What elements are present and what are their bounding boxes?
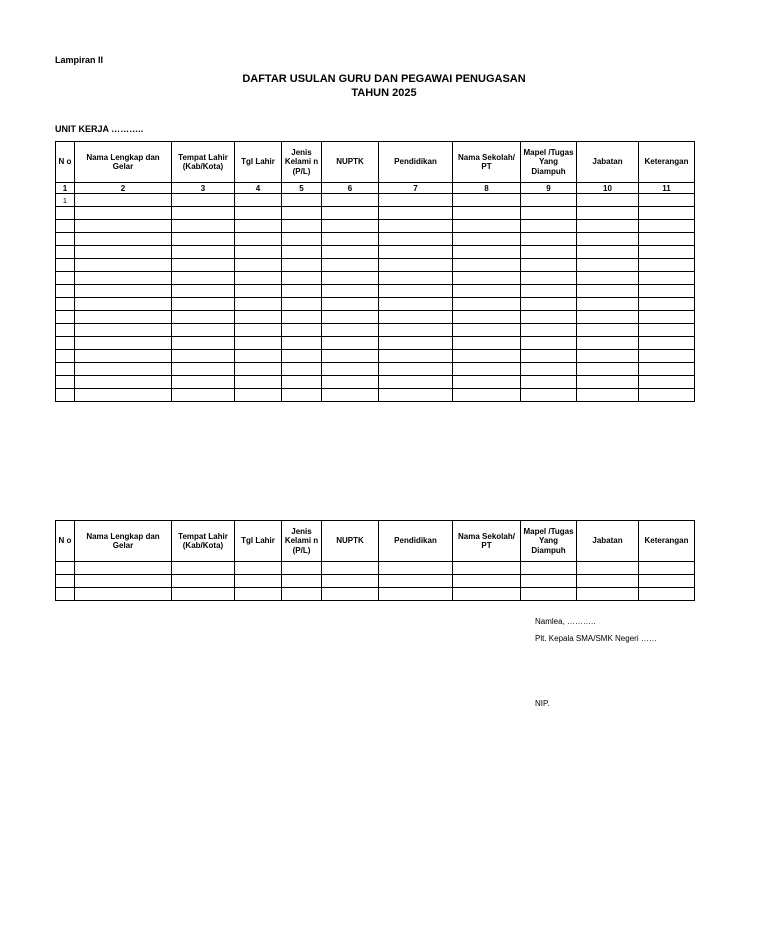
- column-number: 10: [577, 183, 639, 194]
- column-header: Pendidikan: [379, 521, 453, 562]
- table-cell: [521, 363, 577, 376]
- table-cell: [521, 233, 577, 246]
- table-cell: [282, 272, 322, 285]
- table-cell: [322, 233, 379, 246]
- table-cell: [322, 194, 379, 207]
- table-cell: [172, 259, 235, 272]
- proposal-table-main: [55, 141, 695, 402]
- table-cell: [56, 311, 75, 324]
- table-cell: [453, 575, 521, 588]
- table-cell: [521, 324, 577, 337]
- table-cell: [322, 337, 379, 350]
- table-row: [56, 272, 695, 285]
- table-cell: [322, 285, 379, 298]
- column-number-row: [56, 183, 695, 194]
- table-cell: [379, 298, 453, 311]
- table-cell: [453, 259, 521, 272]
- table-cell: [379, 272, 453, 285]
- table-row: [56, 246, 695, 259]
- table-cell: [577, 207, 639, 220]
- table-cell: [322, 376, 379, 389]
- table-cell: [639, 272, 695, 285]
- table-cell: [235, 363, 282, 376]
- table-cell: [75, 311, 172, 324]
- table-cell: [75, 298, 172, 311]
- signature-place-date: Namlea, ………..: [535, 617, 596, 626]
- table-cell: [379, 259, 453, 272]
- table-cell: [453, 207, 521, 220]
- table-cell: [379, 285, 453, 298]
- table-row: [56, 562, 695, 575]
- table-cell: [453, 389, 521, 402]
- column-header: Nama Sekolah/ PT: [453, 142, 521, 183]
- table-cell: [521, 259, 577, 272]
- column-header: Keterangan: [639, 521, 695, 562]
- table-cell: [379, 311, 453, 324]
- table-cell: [577, 389, 639, 402]
- table-row: [56, 298, 695, 311]
- table-cell: [75, 272, 172, 285]
- table-cell: [282, 324, 322, 337]
- table-row: [56, 285, 695, 298]
- table-cell: [75, 207, 172, 220]
- table-cell: [322, 350, 379, 363]
- table-row: [56, 233, 695, 246]
- column-header: Tempat Lahir (Kab/Kota): [172, 521, 235, 562]
- table-cell: [75, 233, 172, 246]
- table-cell: [235, 246, 282, 259]
- table-cell: [577, 588, 639, 601]
- table-cell: [172, 233, 235, 246]
- table-cell: [322, 259, 379, 272]
- column-number: 9: [521, 183, 577, 194]
- table-cell: [56, 337, 75, 350]
- table-cell: [75, 259, 172, 272]
- table-cell: [379, 233, 453, 246]
- column-header: N o: [56, 521, 75, 562]
- table-cell: [235, 207, 282, 220]
- table-cell: [235, 311, 282, 324]
- table-cell: [453, 324, 521, 337]
- table-cell: [172, 588, 235, 601]
- table-cell: [639, 311, 695, 324]
- signature-nip: NIP.: [535, 699, 550, 708]
- table-cell: [235, 272, 282, 285]
- table-cell: [235, 575, 282, 588]
- table-cell: [282, 207, 322, 220]
- column-header: Jabatan: [577, 142, 639, 183]
- table-cell: [577, 324, 639, 337]
- table-row: [56, 259, 695, 272]
- table-cell: [282, 298, 322, 311]
- table-cell: [322, 311, 379, 324]
- table-cell: [577, 350, 639, 363]
- table-row: [56, 207, 695, 220]
- table-cell: [75, 588, 172, 601]
- table-cell: [577, 562, 639, 575]
- table-cell: [577, 363, 639, 376]
- table-cell: [56, 575, 75, 588]
- table-cell: [521, 389, 577, 402]
- table-cell: [172, 363, 235, 376]
- table-cell: [521, 575, 577, 588]
- table-header-row: [56, 521, 695, 562]
- table-cell: [379, 363, 453, 376]
- table-cell: [75, 562, 172, 575]
- table-cell: [282, 363, 322, 376]
- column-header: Nama Lengkap dan Gelar: [75, 142, 172, 183]
- table-cell: [75, 337, 172, 350]
- table-cell: [75, 246, 172, 259]
- table-row: [56, 389, 695, 402]
- column-header: Nama Sekolah/ PT: [453, 521, 521, 562]
- table-cell: [639, 324, 695, 337]
- table-cell: [577, 259, 639, 272]
- table-cell: [235, 220, 282, 233]
- table-cell: 1: [56, 194, 75, 207]
- table-cell: [172, 311, 235, 324]
- table-cell: [379, 194, 453, 207]
- table-cell: [379, 562, 453, 575]
- table-cell: [56, 588, 75, 601]
- table-cell: [322, 207, 379, 220]
- table-cell: [322, 363, 379, 376]
- table-cell: [172, 285, 235, 298]
- column-number: 11: [639, 183, 695, 194]
- table-cell: [172, 324, 235, 337]
- column-number: 1: [56, 183, 75, 194]
- table-cell: [577, 376, 639, 389]
- table-cell: [453, 311, 521, 324]
- column-number: 3: [172, 183, 235, 194]
- table-cell: [453, 272, 521, 285]
- column-header: NUPTK: [322, 521, 379, 562]
- table-cell: [172, 194, 235, 207]
- table-cell: [521, 311, 577, 324]
- table-cell: [639, 285, 695, 298]
- document-title: DAFTAR USULAN GURU DAN PEGAWAI PENUGASAN: [242, 73, 526, 85]
- table-cell: [172, 376, 235, 389]
- table-cell: [56, 324, 75, 337]
- column-header: Keterangan: [639, 142, 695, 183]
- table-cell: [639, 575, 695, 588]
- table-cell: [172, 220, 235, 233]
- proposal-table-secondary: [55, 520, 695, 601]
- table-cell: [577, 272, 639, 285]
- table-cell: [639, 389, 695, 402]
- table-cell: [56, 259, 75, 272]
- table-cell: [56, 233, 75, 246]
- table-cell: [56, 376, 75, 389]
- table-cell: [577, 194, 639, 207]
- table-cell: [322, 562, 379, 575]
- column-header: Tempat Lahir (Kab/Kota): [172, 142, 235, 183]
- table-cell: [521, 588, 577, 601]
- table-cell: [282, 220, 322, 233]
- table-cell: [235, 350, 282, 363]
- column-header: Tgl Lahir: [235, 142, 282, 183]
- column-header: Mapel /Tugas Yang Diampuh: [521, 521, 577, 562]
- table-cell: [639, 220, 695, 233]
- table-cell: [75, 575, 172, 588]
- table-cell: [379, 220, 453, 233]
- table-cell: [379, 337, 453, 350]
- table-row: [56, 363, 695, 376]
- table-cell: [56, 363, 75, 376]
- table-cell: [75, 389, 172, 402]
- table-cell: [282, 575, 322, 588]
- table-row: [56, 220, 695, 233]
- table-cell: [453, 220, 521, 233]
- table-cell: [282, 376, 322, 389]
- column-number: 2: [75, 183, 172, 194]
- table-cell: [453, 194, 521, 207]
- table-cell: [639, 233, 695, 246]
- table-cell: [172, 575, 235, 588]
- table-cell: [235, 233, 282, 246]
- column-header: Jenis Kelami n (P/L): [282, 521, 322, 562]
- column-header: Pendidikan: [379, 142, 453, 183]
- table-row: [56, 311, 695, 324]
- table-cell: [521, 246, 577, 259]
- table-cell: [379, 324, 453, 337]
- table-cell: [379, 246, 453, 259]
- table-cell: [75, 220, 172, 233]
- table-cell: [639, 350, 695, 363]
- table-cell: [75, 350, 172, 363]
- table-cell: [521, 376, 577, 389]
- table-cell: [322, 298, 379, 311]
- column-header: Tgl Lahir: [235, 521, 282, 562]
- table-cell: [235, 324, 282, 337]
- table-cell: [56, 246, 75, 259]
- table-cell: [639, 363, 695, 376]
- table-cell: [639, 194, 695, 207]
- table-cell: [282, 562, 322, 575]
- table-cell: [56, 389, 75, 402]
- table-cell: [56, 350, 75, 363]
- table-cell: [521, 207, 577, 220]
- table-cell: [172, 389, 235, 402]
- table-row: [56, 337, 695, 350]
- table-cell: [453, 233, 521, 246]
- table-cell: [639, 246, 695, 259]
- table-cell: [453, 285, 521, 298]
- table-header-row: [56, 142, 695, 183]
- table-cell: [235, 259, 282, 272]
- column-number: 6: [322, 183, 379, 194]
- table-cell: [577, 246, 639, 259]
- table-cell: [521, 194, 577, 207]
- signature-role: Plt. Kepala SMA/SMK Negeri ……: [535, 634, 657, 643]
- table-cell: [521, 298, 577, 311]
- table-cell: [379, 350, 453, 363]
- table-cell: [235, 285, 282, 298]
- table-cell: [379, 389, 453, 402]
- table-cell: [379, 207, 453, 220]
- table-cell: [322, 220, 379, 233]
- table-cell: [453, 588, 521, 601]
- column-header: Jenis Kelami n (P/L): [282, 142, 322, 183]
- table-cell: [282, 246, 322, 259]
- table-cell: [453, 350, 521, 363]
- table-cell: [453, 363, 521, 376]
- table-cell: [521, 285, 577, 298]
- table-row: [56, 575, 695, 588]
- table-cell: [577, 311, 639, 324]
- table-cell: [639, 207, 695, 220]
- table-cell: [282, 311, 322, 324]
- document-year: TAHUN 2025: [351, 87, 417, 99]
- table-cell: [235, 298, 282, 311]
- table-cell: [453, 337, 521, 350]
- table-cell: [75, 324, 172, 337]
- column-header: N o: [56, 142, 75, 183]
- table-cell: [639, 562, 695, 575]
- table-cell: [521, 220, 577, 233]
- table-cell: [75, 363, 172, 376]
- table-row: [56, 350, 695, 363]
- table-cell: [172, 298, 235, 311]
- table-cell: [56, 272, 75, 285]
- column-header: Jabatan: [577, 521, 639, 562]
- table-cell: [235, 194, 282, 207]
- table-cell: [322, 246, 379, 259]
- table-cell: [639, 376, 695, 389]
- table-cell: [56, 220, 75, 233]
- table-row: [56, 588, 695, 601]
- table-cell: [322, 575, 379, 588]
- table-cell: [639, 588, 695, 601]
- column-header: Mapel /Tugas Yang Diampuh: [521, 142, 577, 183]
- table-cell: [577, 233, 639, 246]
- table-cell: [282, 285, 322, 298]
- table-cell: [235, 588, 282, 601]
- table-cell: [322, 324, 379, 337]
- table-cell: [56, 562, 75, 575]
- table-row: [56, 324, 695, 337]
- table-cell: [322, 272, 379, 285]
- table-cell: [521, 562, 577, 575]
- table-cell: [75, 376, 172, 389]
- table-cell: [379, 588, 453, 601]
- table-cell: [282, 337, 322, 350]
- table-cell: [639, 259, 695, 272]
- table-cell: [75, 194, 172, 207]
- table-cell: [235, 562, 282, 575]
- table-cell: [453, 246, 521, 259]
- column-header: NUPTK: [322, 142, 379, 183]
- column-number: 8: [453, 183, 521, 194]
- table-cell: [56, 298, 75, 311]
- table-cell: [577, 575, 639, 588]
- table-cell: [453, 562, 521, 575]
- table-cell: [639, 298, 695, 311]
- table-cell: [453, 298, 521, 311]
- table-cell: [577, 298, 639, 311]
- table-cell: [282, 389, 322, 402]
- column-number: 7: [379, 183, 453, 194]
- table-cell: [282, 350, 322, 363]
- table-cell: [172, 350, 235, 363]
- unit-kerja-label: UNIT KERJA ………..: [55, 124, 144, 134]
- table-cell: [282, 259, 322, 272]
- table-cell: [172, 337, 235, 350]
- table-cell: [282, 194, 322, 207]
- attachment-label: Lampiran II: [55, 55, 104, 65]
- table-cell: [235, 337, 282, 350]
- table-cell: [172, 272, 235, 285]
- table-cell: [282, 233, 322, 246]
- table-cell: [639, 337, 695, 350]
- table-cell: [577, 220, 639, 233]
- table-cell: [75, 285, 172, 298]
- table-cell: [521, 272, 577, 285]
- column-number: 5: [282, 183, 322, 194]
- column-number: 4: [235, 183, 282, 194]
- column-header: Nama Lengkap dan Gelar: [75, 521, 172, 562]
- table-row: [56, 194, 695, 207]
- table-cell: [235, 389, 282, 402]
- table-cell: [577, 285, 639, 298]
- table-cell: [56, 285, 75, 298]
- table-cell: [172, 562, 235, 575]
- table-cell: [322, 389, 379, 402]
- table-cell: [379, 376, 453, 389]
- table-cell: [521, 337, 577, 350]
- table-cell: [172, 246, 235, 259]
- table-cell: [235, 376, 282, 389]
- table-row: [56, 376, 695, 389]
- table-cell: [379, 575, 453, 588]
- table-cell: [322, 588, 379, 601]
- table-cell: [56, 207, 75, 220]
- table-cell: [577, 337, 639, 350]
- table-cell: [282, 588, 322, 601]
- table-cell: [172, 207, 235, 220]
- table-cell: [453, 376, 521, 389]
- table-cell: [521, 350, 577, 363]
